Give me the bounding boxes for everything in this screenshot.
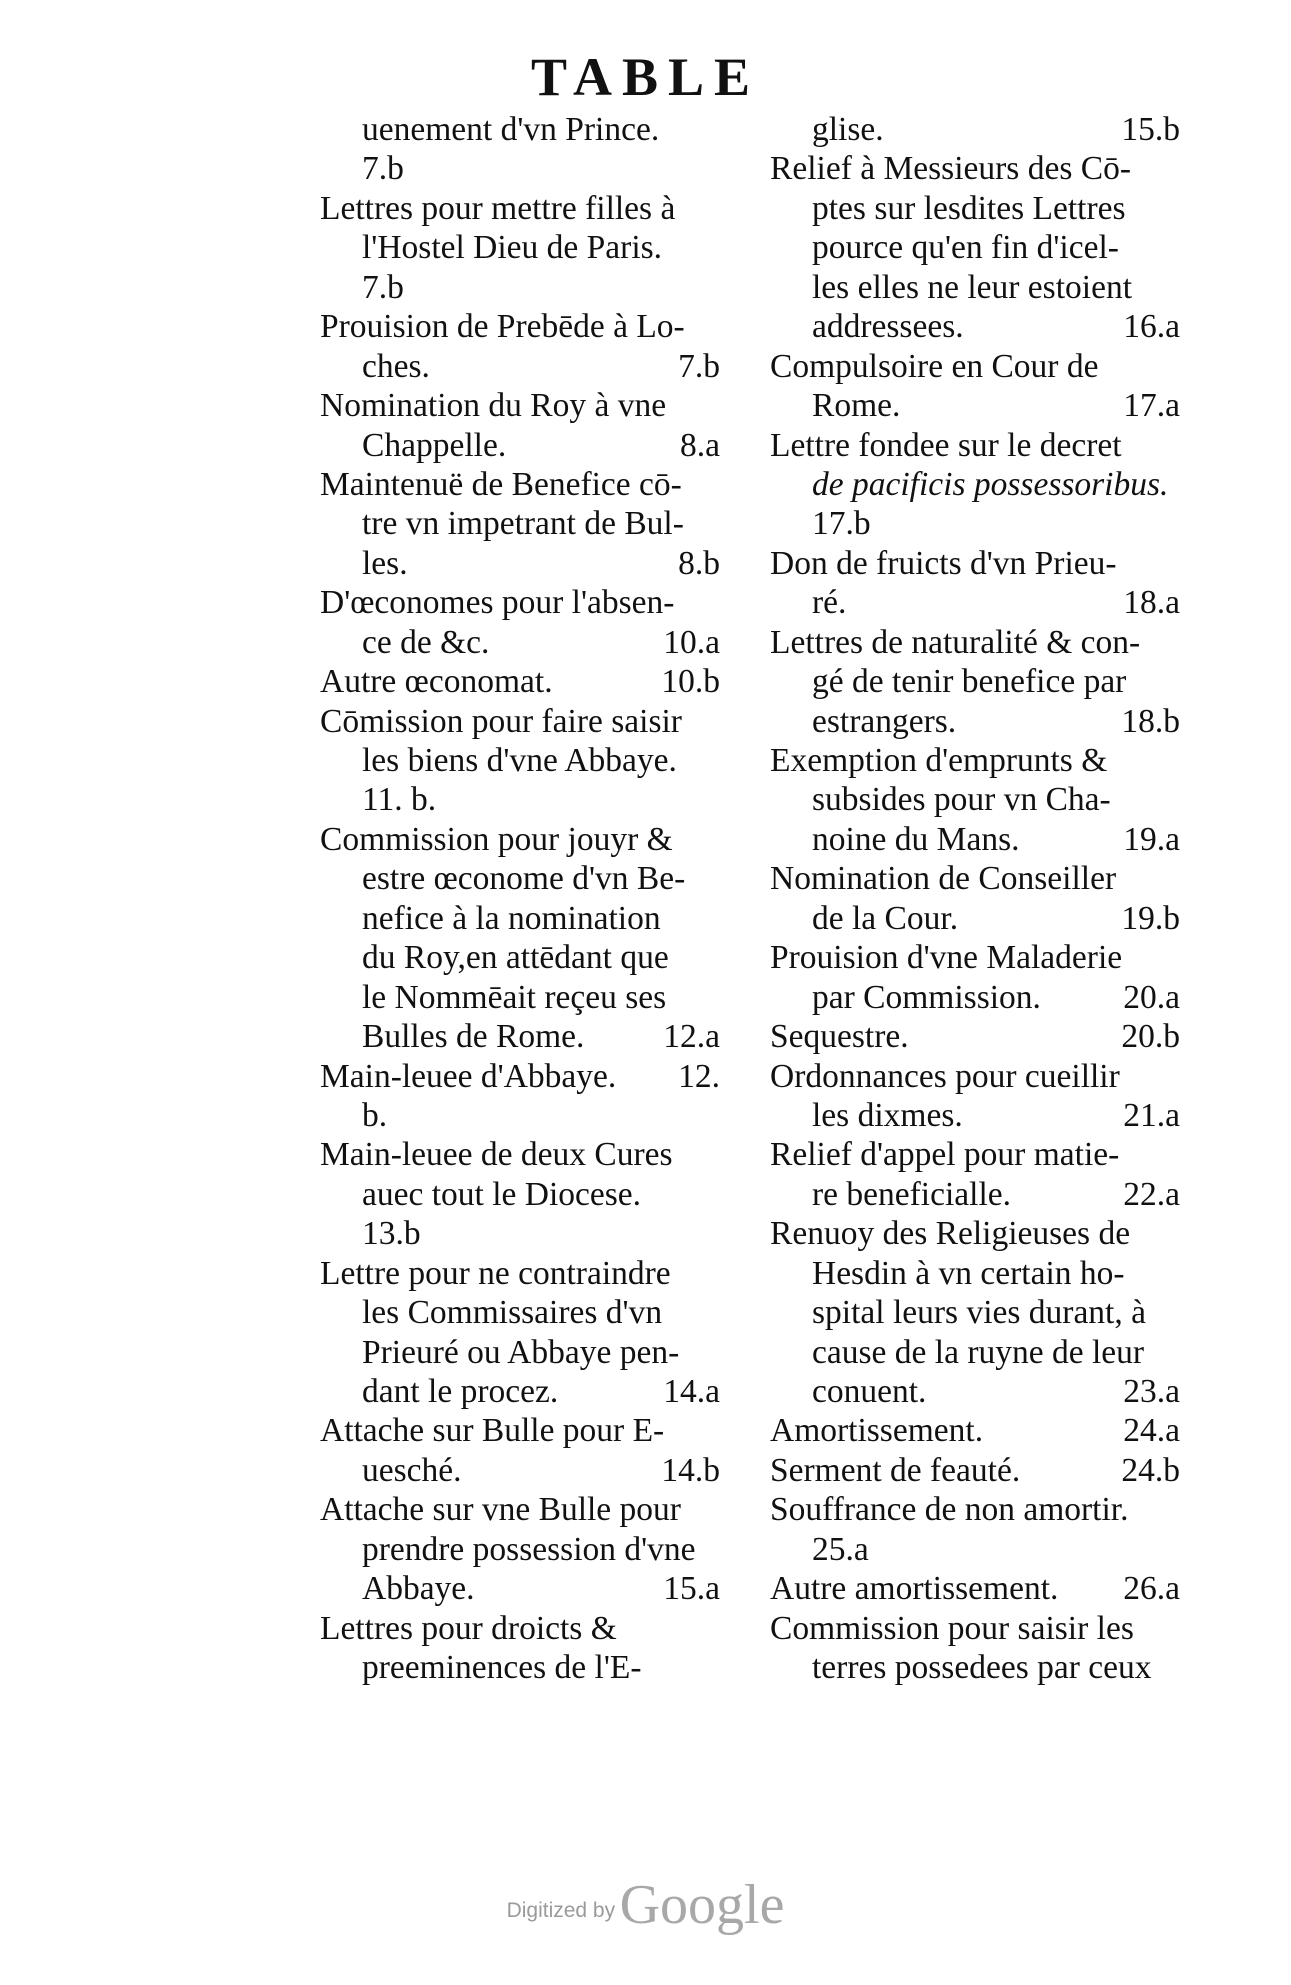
entry-text: re beneficialle. xyxy=(812,1175,1012,1213)
entry-text: preeminences de l'E- xyxy=(362,1649,642,1687)
entry-page-ref: 16.a xyxy=(1123,308,1180,346)
entry-text: Lettre pour ne contraindre xyxy=(320,1254,671,1292)
entry-text: uesché. xyxy=(362,1451,462,1489)
index-entry-line xyxy=(770,268,1180,307)
entry-text: Chappelle. xyxy=(362,426,507,464)
entry-text: Prouision de Prebēde à Lo- xyxy=(320,308,685,346)
index-entry-line xyxy=(770,623,1180,662)
entry-page-ref: 17.a xyxy=(1123,387,1180,425)
index-entry-line xyxy=(770,1096,1180,1135)
index-entry-line xyxy=(770,702,1180,741)
entry-text: Lettres de naturalité & con- xyxy=(770,623,1141,661)
entry-page-ref: 21.a xyxy=(1123,1096,1180,1134)
index-entry-line xyxy=(320,544,720,583)
entry-page-ref: 8.b xyxy=(678,544,720,582)
index-entry-line xyxy=(320,583,720,622)
entry-text: estre œconome d'vn Be- xyxy=(362,860,686,898)
digitized-watermark xyxy=(0,1873,1291,1937)
entry-page-ref: 20.a xyxy=(1123,978,1180,1016)
index-entry-line xyxy=(320,1490,720,1529)
index-entry-line xyxy=(320,1569,720,1608)
google-logo: Google xyxy=(619,1874,785,1936)
entry-text: de pacificis possessoribus. xyxy=(812,465,1169,503)
entry-text: Renuoy des Religieuses de xyxy=(770,1215,1131,1253)
entry-text: terres possedees par ceux xyxy=(812,1649,1152,1687)
index-entry-line xyxy=(320,1372,720,1411)
index-entry-line xyxy=(770,1214,1180,1253)
entry-text: Sequestre. xyxy=(770,1018,909,1056)
index-entry-line xyxy=(320,1135,720,1174)
entry-text: Amortissement. xyxy=(770,1412,984,1450)
entry-text: Ordonnances pour cueillir xyxy=(770,1057,1120,1095)
index-entry-line xyxy=(320,149,720,188)
entry-page-ref: 23.a xyxy=(1123,1373,1180,1410)
index-entry-line xyxy=(320,780,720,819)
entry-text: le Nommēait reçeu ses xyxy=(362,978,667,1016)
entry-page-ref: 12. xyxy=(678,1057,720,1095)
entry-text: Prieuré ou Abbaye pen- xyxy=(362,1333,680,1371)
entry-page-ref: 24.a xyxy=(1123,1412,1180,1450)
entry-text: 13.b xyxy=(362,1215,421,1253)
entry-page-ref: 15.a xyxy=(663,1570,720,1608)
entry-page-ref: 22.a xyxy=(1123,1175,1180,1213)
entry-text: Nomination de Conseiller xyxy=(770,860,1117,898)
index-entry-line xyxy=(320,1017,720,1056)
index-entry-line xyxy=(770,1451,1180,1490)
entry-text: addressees. xyxy=(812,308,964,346)
entry-page-ref: 18.a xyxy=(1123,584,1180,622)
index-entry-line xyxy=(770,1254,1180,1293)
entry-page-ref: 19.b xyxy=(1121,899,1180,937)
entry-text: les biens d'vne Abbaye. xyxy=(362,742,677,779)
page-title: TABLE xyxy=(530,47,761,107)
index-entry-line xyxy=(770,1372,1180,1411)
index-entry-line xyxy=(770,110,1180,149)
index-entry-line xyxy=(770,149,1180,188)
index-entry-line xyxy=(770,1017,1180,1056)
right-index-column xyxy=(770,110,1180,1688)
entry-text: spital leurs vies durant, à xyxy=(812,1294,1146,1332)
entry-text: Maintenuë de Benefice cō- xyxy=(320,465,682,503)
entry-text: Lettres pour mettre filles à xyxy=(320,189,676,227)
entry-page-ref: 12.a xyxy=(663,1018,720,1056)
index-entry-line xyxy=(770,859,1180,898)
index-entry-line xyxy=(770,1411,1180,1450)
entry-text: gé de tenir benefice par xyxy=(812,663,1127,701)
entry-text: Commission pour jouyr & xyxy=(320,820,673,858)
index-entry-line xyxy=(320,228,720,267)
index-entry-line xyxy=(320,741,720,780)
index-entry-line xyxy=(770,386,1180,425)
entry-text: Attache sur vne Bulle pour xyxy=(320,1491,681,1529)
entry-text: les. xyxy=(362,544,408,582)
entry-text: Lettres pour droicts & xyxy=(320,1609,617,1647)
entry-text: Don de fruicts d'vn Prieu- xyxy=(770,544,1117,582)
index-entry-line xyxy=(320,504,720,543)
index-entry-line xyxy=(770,1135,1180,1174)
index-entry-line xyxy=(770,1569,1180,1608)
index-entry-line xyxy=(770,978,1180,1017)
entry-text: Main-leuee d'Abbaye. xyxy=(320,1057,617,1095)
entry-text: Autre amortissement. xyxy=(770,1570,1059,1608)
index-entry-line xyxy=(320,465,720,504)
entry-page-ref: 19.a xyxy=(1123,820,1180,858)
index-entry-line xyxy=(770,780,1180,819)
index-entry-line xyxy=(320,386,720,425)
entry-text: Attache sur Bulle pour E- xyxy=(320,1412,665,1450)
entry-text: ré. xyxy=(812,584,847,622)
entry-text: nefice à la nomination xyxy=(362,899,661,937)
entry-text: les dixmes. xyxy=(812,1096,963,1134)
index-entry-line xyxy=(770,504,1180,543)
entry-text: Nomination du Roy à vne xyxy=(320,387,667,425)
entry-page-ref: 20.b xyxy=(1121,1018,1180,1056)
entry-page-ref: 26.a xyxy=(1123,1570,1180,1608)
index-entry-line xyxy=(320,1175,720,1214)
entry-text: les Commissaires d'vn xyxy=(362,1294,663,1332)
index-entry-line xyxy=(770,583,1180,622)
entry-page-ref: 14.a xyxy=(663,1373,720,1410)
entry-text: glise. xyxy=(812,111,884,148)
index-entry-line xyxy=(320,1648,720,1687)
entry-text: Lettre fondee sur le decret xyxy=(770,426,1122,464)
entry-text: noine du Mans. xyxy=(812,820,1020,858)
entry-text: tre vn impetrant de Bul- xyxy=(362,505,684,543)
index-entry-line xyxy=(320,623,720,662)
entry-page-ref: 24.b xyxy=(1121,1451,1180,1489)
entry-text: ce de &c. xyxy=(362,623,490,661)
entry-text: les elles ne leur estoient xyxy=(812,268,1133,306)
index-entry-line xyxy=(770,662,1180,701)
entry-page-ref: 8.a xyxy=(680,426,720,464)
entry-text: Hesdin à vn certain ho- xyxy=(812,1254,1125,1292)
index-entry-line xyxy=(320,110,720,149)
left-index-column xyxy=(320,110,720,1688)
entry-text: 7.b xyxy=(362,268,404,306)
index-entry-line xyxy=(320,1254,720,1293)
index-entry-line xyxy=(320,899,720,938)
entry-text: ptes sur lesdites Lettres xyxy=(812,189,1126,227)
index-entry-line xyxy=(320,859,720,898)
index-entry-line xyxy=(770,228,1180,267)
index-entry-line xyxy=(770,1293,1180,1332)
entry-text: Autre œconomat. xyxy=(320,663,553,701)
index-entry-line xyxy=(770,544,1180,583)
index-entry-line xyxy=(320,1333,720,1372)
index-entry-line xyxy=(770,1530,1180,1569)
entry-text: uenement d'vn Prince. xyxy=(362,111,660,148)
entry-page-ref: 10.a xyxy=(663,623,720,661)
entry-page-ref: 7.b xyxy=(678,347,720,385)
index-entry-line xyxy=(770,899,1180,938)
entry-text: Bulles de Rome. xyxy=(362,1018,585,1056)
index-entry-line xyxy=(320,1057,720,1096)
entry-text: Prouision d'vne Maladerie xyxy=(770,939,1123,977)
entry-text: par Commission. xyxy=(812,978,1041,1016)
index-entry-line xyxy=(320,347,720,386)
entry-text: de la Cour. xyxy=(812,899,959,937)
index-entry-line xyxy=(320,938,720,977)
index-entry-line xyxy=(320,189,720,228)
index-entry-line xyxy=(770,1057,1180,1096)
entry-text: estrangers. xyxy=(812,702,957,740)
index-entry-line xyxy=(770,465,1180,504)
entry-text: 11. b. xyxy=(362,781,437,819)
entry-text: D'œconomes pour l'absen- xyxy=(320,584,675,622)
index-entry-line xyxy=(320,1411,720,1450)
index-entry-line xyxy=(320,1451,720,1490)
entry-text: Abbaye. xyxy=(362,1570,475,1608)
index-entry-line xyxy=(320,702,720,741)
entry-page-ref: 10.b xyxy=(661,663,720,701)
entry-text: Serment de feauté. xyxy=(770,1451,1021,1489)
entry-text: conuent. xyxy=(812,1373,927,1410)
entry-text: Compulsoire en Cour de xyxy=(770,347,1099,385)
index-entry-line xyxy=(770,426,1180,465)
index-entry-line xyxy=(770,1490,1180,1529)
entry-text: subsides pour vn Cha- xyxy=(812,781,1111,819)
entry-text: cause de la ruyne de leur xyxy=(812,1333,1145,1371)
entry-text: 25.a xyxy=(812,1530,869,1568)
entry-text: dant le procez. xyxy=(362,1373,559,1410)
entry-text: Relief d'appel pour matie- xyxy=(770,1136,1120,1174)
index-entry-line xyxy=(320,1530,720,1569)
entry-text: prendre possession d'vne xyxy=(362,1530,696,1568)
entry-text: Main-leuee de deux Cures xyxy=(320,1136,673,1174)
index-entry-line xyxy=(320,1096,720,1135)
entry-text: Cōmission pour faire saisir xyxy=(320,702,682,740)
entry-page-ref: 14.b xyxy=(661,1451,720,1489)
index-entry-line xyxy=(770,307,1180,346)
digitized-by-text: Digitized by xyxy=(506,1899,616,1922)
entry-text: Exemption d'emprunts & xyxy=(770,742,1108,779)
index-entry-line xyxy=(770,189,1180,228)
index-entry-line xyxy=(770,1333,1180,1372)
index-entry-line xyxy=(770,1648,1180,1687)
index-entry-line xyxy=(770,820,1180,859)
index-entry-line xyxy=(770,1175,1180,1214)
index-entry-line xyxy=(320,307,720,346)
entry-text: du Roy,en attēdant que xyxy=(362,939,669,977)
index-entry-line xyxy=(320,662,720,701)
index-entry-line xyxy=(320,1609,720,1648)
entry-text: pource qu'en fin d'icel- xyxy=(812,229,1119,267)
entry-text: Souffrance de non amortir. xyxy=(770,1491,1129,1529)
entry-text: 17.b xyxy=(812,505,871,543)
index-entry-line xyxy=(320,1293,720,1332)
entry-page-ref: 15.b xyxy=(1121,111,1180,148)
entry-text: b. xyxy=(362,1096,388,1134)
entry-text: ches. xyxy=(362,347,430,385)
entry-text: Relief à Messieurs des Cō- xyxy=(770,150,1131,188)
index-entry-line xyxy=(770,938,1180,977)
index-entry-line xyxy=(770,741,1180,780)
entry-text: 7.b xyxy=(362,150,404,188)
index-entry-line xyxy=(320,978,720,1017)
index-entry-line xyxy=(770,1609,1180,1648)
entry-page-ref: 18.b xyxy=(1121,702,1180,740)
index-entry-line xyxy=(320,426,720,465)
index-entry-line xyxy=(320,820,720,859)
entry-text: l'Hostel Dieu de Paris. xyxy=(362,229,663,267)
entry-text: auec tout le Diocese. xyxy=(362,1175,642,1213)
index-entry-line xyxy=(320,268,720,307)
entry-text: Commission pour saisir les xyxy=(770,1609,1134,1647)
entry-text: Rome. xyxy=(812,387,901,425)
index-entry-line xyxy=(320,1214,720,1253)
index-entry-line xyxy=(770,347,1180,386)
